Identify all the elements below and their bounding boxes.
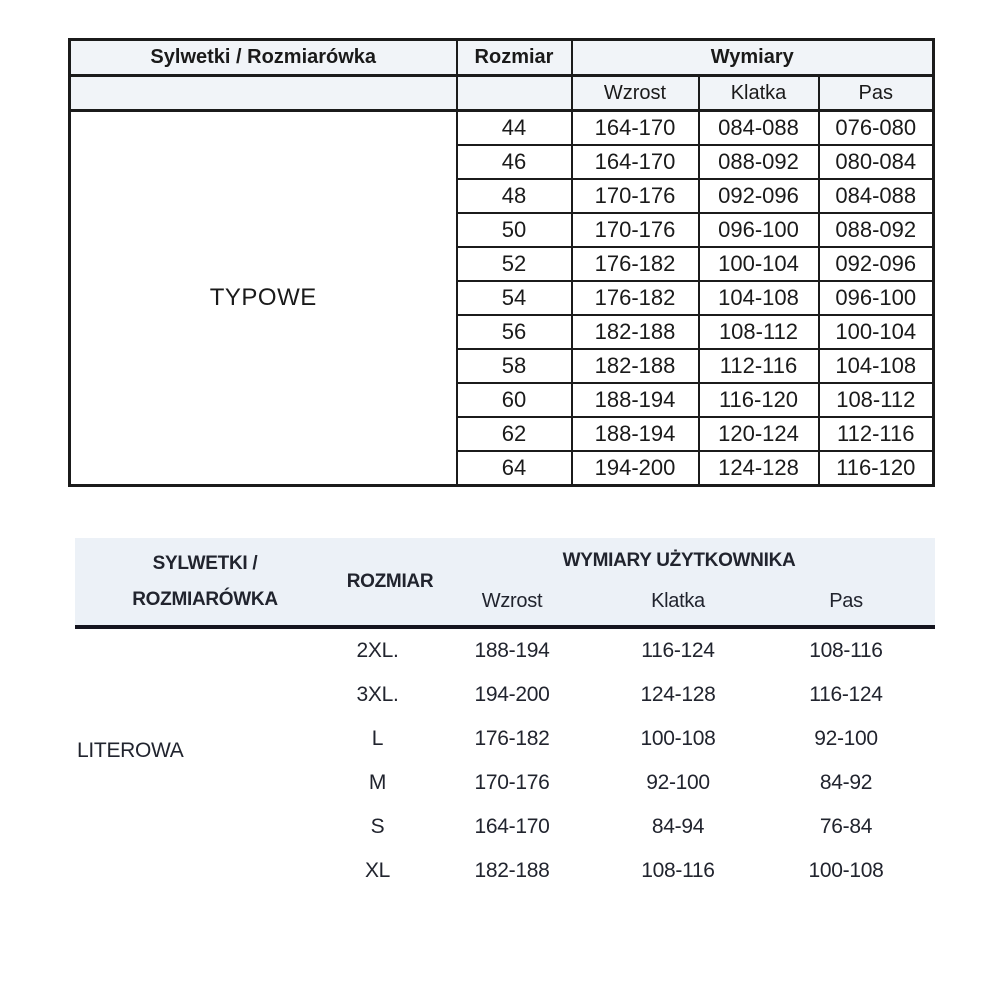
cell-rozmiar: 44 (457, 111, 572, 146)
table-row (70, 111, 934, 146)
cell-wzrost: 170-176 (572, 179, 699, 213)
cell-wzrost: 170-176 (474, 771, 550, 794)
cell-wzrost: 164-170 (572, 111, 699, 146)
cell-pas: 100-108 (808, 859, 884, 882)
cell-rozmiar: 60 (457, 383, 572, 417)
cell-rozmiar: 62 (457, 417, 572, 451)
literowa-table-header (75, 538, 935, 629)
cell-wzrost: 164-170 (572, 145, 699, 179)
table-row (75, 761, 935, 805)
cell-pas: 096-100 (819, 281, 934, 315)
cell-pas: 112-116 (819, 417, 934, 451)
cell-wzrost: 176-182 (474, 727, 550, 750)
table-row (75, 849, 935, 893)
header-line-2: ROZMIARÓWKA (132, 589, 278, 610)
cell-pas: 108-112 (819, 383, 934, 417)
subheader-empty-2 (457, 76, 572, 111)
cell-rozmiar: L (371, 727, 384, 750)
cell-wzrost: 194-200 (572, 451, 699, 486)
cell-rozmiar: 2XL. (356, 639, 399, 662)
cell-klatka: 108-116 (641, 859, 715, 882)
cell-rozmiar: XL (364, 859, 391, 882)
cell-rozmiar: 3XL. (356, 683, 399, 706)
cell-rozmiar: 48 (457, 179, 572, 213)
cell-klatka: 104-108 (699, 281, 819, 315)
header-wymiary-uzytkownika: WYMIARY UŻYTKOWNIKA (562, 550, 796, 571)
typowe-size-table (68, 38, 935, 487)
cell-klatka: 124-128 (640, 683, 716, 706)
literowa-table-body (75, 629, 935, 893)
cell-klatka: 116-124 (641, 639, 715, 662)
cell-wzrost: 164-170 (474, 815, 550, 838)
cell-klatka: 100-108 (640, 727, 716, 750)
group-label-literowa: LITEROWA (77, 739, 184, 762)
cell-rozmiar: 64 (457, 451, 572, 486)
literowa-size-table (75, 538, 935, 893)
group-cell-typowe: TYPOWE (70, 111, 457, 486)
cell-pas: 108-116 (809, 639, 883, 662)
cell-pas: 084-088 (819, 179, 934, 213)
cell-klatka: 84-94 (651, 815, 705, 838)
cell-wzrost: 182-188 (572, 349, 699, 383)
cell-rozmiar: 56 (457, 315, 572, 349)
table-header-row (70, 40, 934, 76)
cell-wzrost: 188-194 (474, 639, 550, 662)
cell-klatka: 112-116 (699, 349, 819, 383)
cell-klatka: 120-124 (699, 417, 819, 451)
header-sylwetki-rozmiarowka (75, 546, 335, 618)
cell-pas: 100-104 (819, 315, 934, 349)
cell-rozmiar: 58 (457, 349, 572, 383)
cell-rozmiar: 46 (457, 145, 572, 179)
cell-pas: 76-84 (819, 815, 873, 838)
subheader-wzrost: Wzrost (481, 590, 543, 612)
cell-wzrost: 182-188 (572, 315, 699, 349)
cell-wzrost: 170-176 (572, 213, 699, 247)
header-rozmiar: Rozmiar (457, 40, 572, 76)
cell-klatka: 092-096 (699, 179, 819, 213)
subheader-pas: Pas (819, 76, 934, 111)
cell-pas: 092-096 (819, 247, 934, 281)
cell-klatka: 100-104 (699, 247, 819, 281)
cell-klatka: 096-100 (699, 213, 819, 247)
subheader-klatka: Klatka (651, 590, 705, 612)
cell-rozmiar: 50 (457, 213, 572, 247)
subheader-pas: Pas (829, 590, 863, 612)
subheader-empty-1 (70, 76, 457, 111)
cell-klatka: 124-128 (699, 451, 819, 486)
cell-wzrost: 194-200 (474, 683, 550, 706)
header-wymiary: Wymiary (572, 40, 934, 76)
cell-pas: 116-120 (819, 451, 934, 486)
header-sylwetki-rozmiarowka: Sylwetki / Rozmiarówka (70, 40, 457, 76)
header-rozmiar: ROZMIAR (346, 571, 434, 592)
cell-wzrost: 176-182 (572, 281, 699, 315)
cell-rozmiar: M (368, 771, 387, 794)
cell-klatka: 92-100 (646, 771, 710, 794)
cell-wzrost: 182-188 (474, 859, 550, 882)
cell-wzrost: 188-194 (572, 383, 699, 417)
cell-klatka: 108-112 (699, 315, 819, 349)
table-row (75, 629, 935, 673)
cell-wzrost: 176-182 (572, 247, 699, 281)
cell-pas: 116-124 (809, 683, 883, 706)
subheader-wzrost: Wzrost (572, 76, 699, 111)
cell-klatka: 088-092 (699, 145, 819, 179)
cell-klatka: 084-088 (699, 111, 819, 146)
cell-rozmiar: S (370, 815, 385, 838)
table-subheader-row (70, 76, 934, 111)
cell-rozmiar: 52 (457, 247, 572, 281)
cell-pas: 104-108 (819, 349, 934, 383)
cell-wzrost: 188-194 (572, 417, 699, 451)
table-row (75, 805, 935, 849)
cell-klatka: 116-120 (699, 383, 819, 417)
table-row (75, 717, 935, 761)
header-line-1: SYLWETKI / (152, 553, 258, 574)
cell-pas: 088-092 (819, 213, 934, 247)
cell-rozmiar: 54 (457, 281, 572, 315)
cell-pas: 84-92 (819, 771, 873, 794)
subheader-klatka: Klatka (699, 76, 819, 111)
cell-pas: 92-100 (814, 727, 878, 750)
cell-pas: 076-080 (819, 111, 934, 146)
cell-pas: 080-084 (819, 145, 934, 179)
table-row (75, 673, 935, 717)
